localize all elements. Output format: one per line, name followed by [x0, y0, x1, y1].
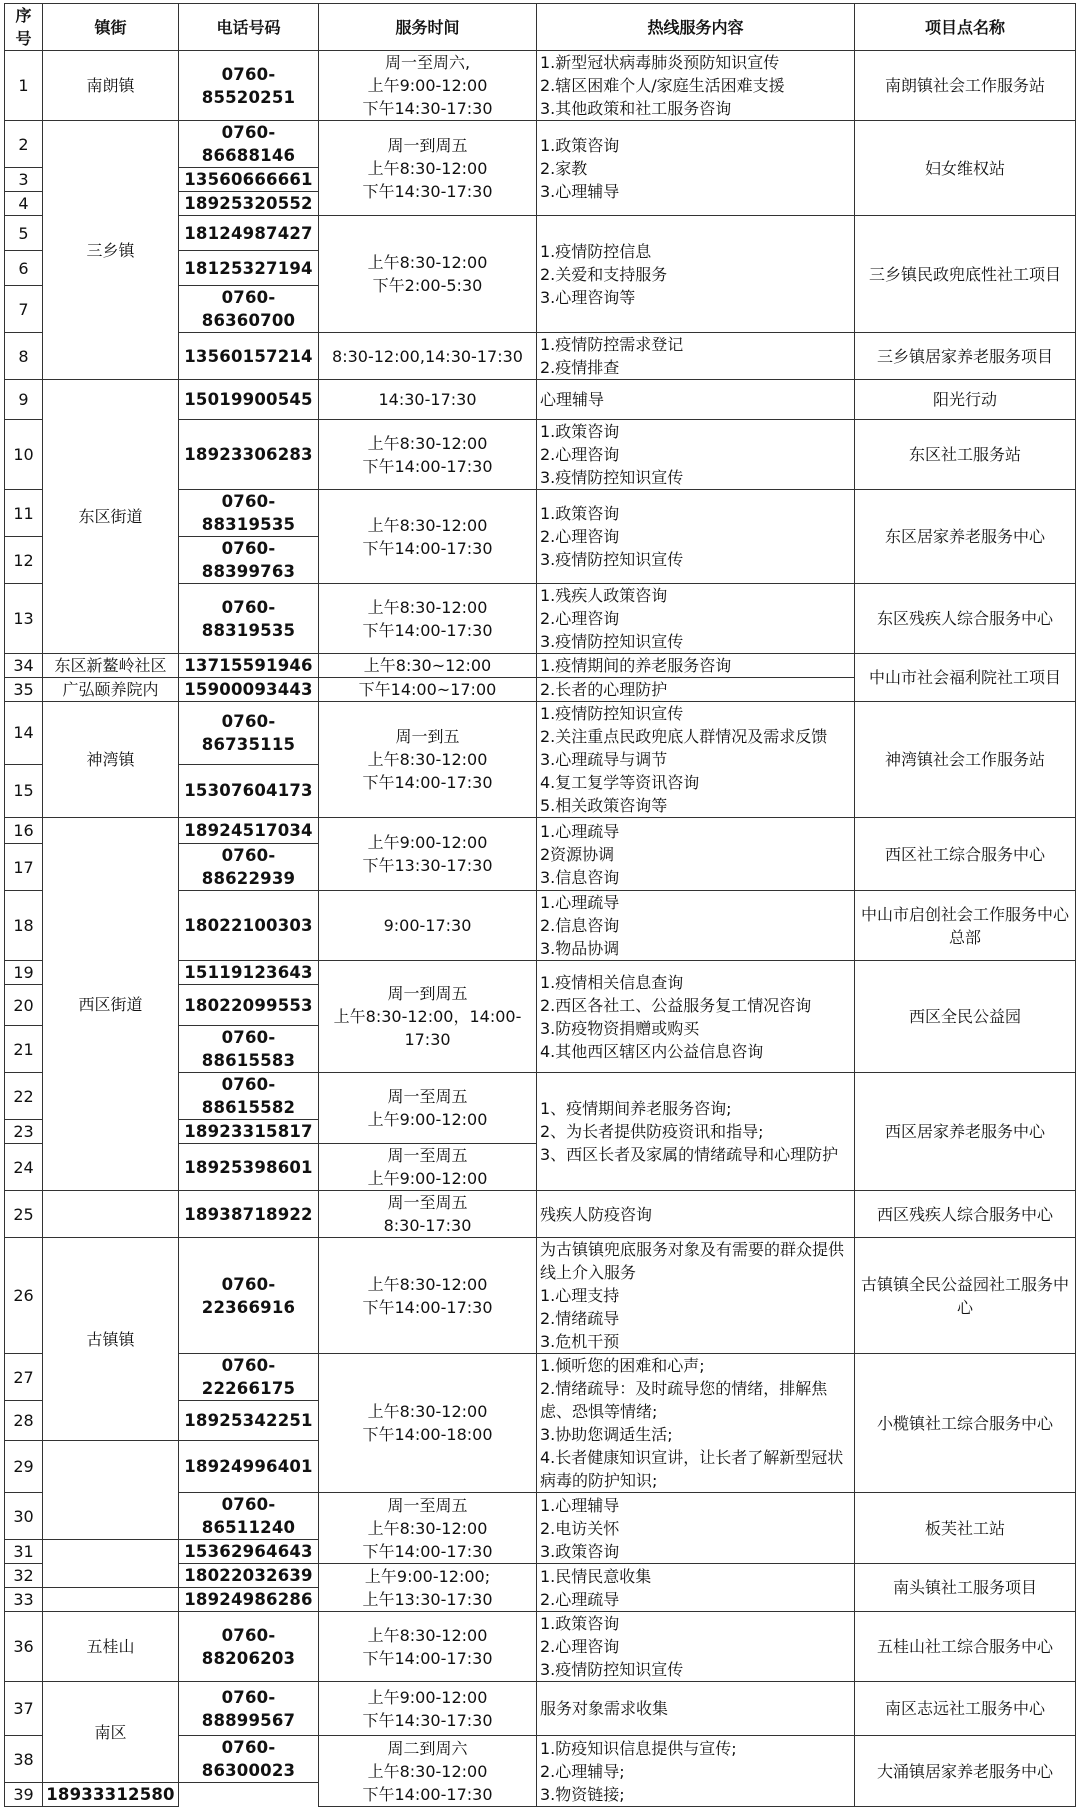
service-content-line: 3.心理咨询等	[540, 287, 636, 307]
project-name: 古镇镇全民公益园社工服务中心	[855, 1238, 1076, 1354]
service-time-line: 上午9:00-12:00;	[364, 1566, 491, 1586]
town-cell: 神湾镇	[43, 702, 179, 818]
service-content-line: 1.疫情期间的养老服务咨询	[540, 656, 732, 675]
service-time-line: 14:30-17:30	[378, 390, 477, 409]
town-cell: 南区	[43, 1682, 179, 1783]
service-time-line: 8:30-12:00,14:30-17:30	[332, 346, 523, 366]
phone-number: 0760-85520251	[179, 51, 319, 121]
service-content-line: 2.心理咨询	[540, 1637, 620, 1656]
service-time-line: 下午13:30-17:30	[362, 856, 493, 875]
service-time-line: 周一至周五	[387, 1193, 468, 1212]
project-name: 妇女维权站	[855, 121, 1076, 216]
service-content	[537, 1493, 855, 1564]
row-index: 15	[5, 764, 43, 817]
project-name: 东区社工服务站	[855, 420, 1076, 490]
service-content-line: 1.心理支持	[540, 1286, 620, 1305]
service-content	[537, 420, 855, 490]
service-content-line: 1.疫情防控需求登记	[540, 335, 684, 354]
service-content-line: 2资源协调	[540, 844, 615, 864]
table-row	[5, 121, 1076, 168]
service-content-line: 1.政策咨询	[540, 135, 620, 155]
row-index: 7	[5, 286, 43, 333]
row-index: 35	[5, 678, 43, 702]
phone-number: 18125327194	[179, 251, 319, 286]
phone-number: 15307604173	[179, 764, 319, 817]
service-time-line: 上午13:30-17:30	[362, 1589, 493, 1609]
service-time-line: 上午8:30-12:00	[367, 433, 488, 453]
service-content-line: 1.政策咨询	[540, 504, 620, 523]
phone-number: 18124987427	[179, 216, 319, 251]
town-cell	[43, 1540, 179, 1588]
service-time-line: 上午8:30-12:00	[367, 1274, 488, 1294]
phone-number: 0760-88399763	[179, 537, 319, 584]
row-index: 37	[5, 1682, 43, 1736]
row-index: 13	[5, 584, 43, 654]
service-content-line: 2.关爱和支持服务	[540, 264, 668, 284]
phone-number: 18022032639	[179, 1564, 319, 1588]
project-name: 南头镇社工服务项目	[855, 1564, 1076, 1612]
service-content-line: 2.心理辅导;	[540, 1761, 625, 1781]
service-content-line: 3.防疫物资捐赠或购买	[540, 1018, 700, 1038]
service-time	[319, 1238, 537, 1354]
row-index: 33	[5, 1588, 43, 1612]
town-cell: 东区新鳌岭社区	[43, 654, 179, 678]
town-cell: 五桂山	[43, 1612, 179, 1682]
project-name: 三乡镇居家养老服务项目	[855, 333, 1076, 380]
table-row	[5, 1612, 1076, 1682]
row-index: 31	[5, 1540, 43, 1564]
row-index: 29	[5, 1441, 43, 1493]
service-time-line: 上午8:30-12:00	[367, 750, 488, 769]
phone-number: 0760-86511240	[179, 1493, 319, 1540]
service-time	[319, 1073, 537, 1144]
service-time	[319, 490, 537, 584]
service-content-line: 1.残疾人政策咨询	[540, 586, 668, 605]
table-row	[5, 818, 1076, 844]
row-index: 34	[5, 654, 43, 678]
service-time-line: 上午8:30-12:00	[367, 1625, 488, 1645]
row-index: 39	[5, 1783, 43, 1807]
row-index: 5	[5, 216, 43, 251]
service-content-line: 3.疫情防控知识宣传	[540, 632, 684, 651]
service-time-line: 下午14:00~17:00	[358, 680, 497, 699]
service-content	[537, 1354, 855, 1493]
service-time-line: 上午8:30-12:00	[367, 1402, 488, 1421]
service-time	[319, 216, 537, 333]
header-row	[5, 4, 1076, 51]
service-time-line: 下午14:00-17:30	[362, 1648, 493, 1668]
project-name: 神湾镇社会工作服务站	[855, 702, 1076, 818]
row-index: 22	[5, 1073, 43, 1120]
phone-number: 18923306283	[179, 420, 319, 490]
service-content-line: 3.物资链接;	[540, 1784, 625, 1804]
table-body	[5, 51, 1076, 1807]
service-content	[537, 380, 855, 420]
service-content-line: 2.心理咨询	[540, 445, 620, 464]
service-time-line: 周一到周五	[387, 984, 468, 1003]
service-time-line: 周二到周六	[387, 1738, 468, 1758]
project-name: 南朗镇社会工作服务站	[855, 51, 1076, 121]
row-index: 3	[5, 168, 43, 192]
service-content-line: 4.其他西区辖区内公益信息咨询	[540, 1041, 764, 1061]
service-content-line: 3.疫情防控知识宣传	[540, 1660, 684, 1679]
phone-number: 0760-86735115	[179, 702, 319, 765]
header-town: 镇街	[43, 4, 179, 51]
service-content	[537, 1191, 855, 1238]
service-time-line: 下午14:00-17:30	[362, 1541, 493, 1561]
service-content-line: 1、疫情期间养老服务咨询;	[540, 1099, 732, 1118]
row-index: 12	[5, 537, 43, 584]
row-index: 9	[5, 380, 43, 420]
service-content	[537, 702, 855, 818]
service-content	[537, 1682, 855, 1736]
phone-number: 0760-86360700	[179, 286, 319, 333]
service-content	[537, 216, 855, 333]
service-content-line: 1.政策咨询	[540, 422, 620, 441]
phone-number: 15900093443	[179, 678, 319, 702]
phone-number: 18923315817	[179, 1120, 319, 1144]
row-index: 30	[5, 1493, 43, 1540]
table-row	[5, 51, 1076, 121]
row-index: 26	[5, 1238, 43, 1354]
project-name: 西区全民公益园	[855, 961, 1076, 1073]
project-name: 三乡镇民政兜底性社工项目	[855, 216, 1076, 333]
phone-number: 0760-86300023	[179, 1736, 319, 1783]
row-index: 2	[5, 121, 43, 168]
service-time	[319, 1493, 537, 1564]
phone-number: 18938718922	[179, 1191, 319, 1238]
service-time-line: 下午14:00-17:30	[362, 620, 493, 640]
table-row	[5, 654, 1076, 678]
row-index: 4	[5, 192, 43, 216]
service-time	[319, 333, 537, 380]
service-content-line: 2.心理疏导	[540, 1589, 620, 1609]
service-content-line: 3.疫情防控知识宣传	[540, 550, 684, 569]
service-content-line: 1.疫情防控知识宣传	[540, 704, 684, 723]
service-content	[537, 1612, 855, 1682]
phone-number: 0760-88615582	[179, 1073, 319, 1120]
row-index: 8	[5, 333, 43, 380]
service-time-line: 周一至周六,	[384, 53, 471, 72]
town-cell: 西区街道	[43, 818, 179, 1191]
service-time	[319, 1354, 537, 1493]
town-cell: 古镇镇	[43, 1238, 179, 1441]
service-time-line: 上午8:30-12:00	[367, 597, 488, 617]
phone-number: 0760-88319535	[179, 584, 319, 654]
service-time-line: 下午14:00-17:30	[362, 456, 493, 476]
service-content	[537, 333, 855, 380]
service-time	[319, 1682, 537, 1736]
service-content-line: 3.疫情防控知识宣传	[540, 468, 684, 487]
table-row	[5, 380, 1076, 420]
service-content-line: 2.信息咨询	[540, 916, 620, 935]
service-time	[319, 380, 537, 420]
row-index: 32	[5, 1564, 43, 1588]
service-time-line: 上午9:00-12:00	[367, 833, 488, 852]
service-content-line: 4.复工复学等资讯咨询	[540, 773, 700, 792]
row-index: 19	[5, 961, 43, 985]
phone-number: 0760-86688146	[179, 121, 319, 168]
town-cell: 南朗镇	[43, 51, 179, 121]
service-content-line: 2.关注重点民政兜底人群情况及需求反馈	[540, 727, 828, 746]
phone-number: 0760-88319535	[179, 490, 319, 537]
service-content	[537, 891, 855, 961]
service-content-line: 2.心理咨询	[540, 609, 620, 628]
project-name: 东区残疾人综合服务中心	[855, 584, 1076, 654]
service-content-line: 1.防疫知识信息提供与宣传;	[540, 1738, 737, 1758]
service-time	[319, 121, 537, 216]
phone-number: 13715591946	[179, 654, 319, 678]
service-time-line: 下午2:00-5:30	[372, 276, 483, 295]
service-time-line: 上午8:30-12:00	[367, 1761, 488, 1781]
row-index: 16	[5, 818, 43, 844]
project-name: 西区残疾人综合服务中心	[855, 1191, 1076, 1238]
table-row	[5, 1191, 1076, 1238]
service-time-line: 周一至周五	[387, 1495, 468, 1515]
service-time	[319, 1612, 537, 1682]
service-content-line: 2.心理咨询	[540, 527, 620, 546]
service-time-line: 下午14:00-17:30	[362, 538, 493, 558]
phone-number: 15019900545	[179, 380, 319, 420]
service-content	[537, 1073, 855, 1191]
phone-number: 18022099553	[179, 985, 319, 1026]
service-content-line: 2、为长者提供防疫资讯和指导;	[540, 1122, 764, 1141]
row-index: 20	[5, 985, 43, 1026]
row-index: 1	[5, 51, 43, 121]
phone-number: 18925320552	[179, 192, 319, 216]
service-content-line: 1.民情民意收集	[540, 1566, 652, 1586]
service-time-line: 周一至周五	[387, 1087, 468, 1106]
service-content	[537, 1736, 855, 1807]
phone-number: 0760-88622939	[179, 844, 319, 891]
service-time-line: 下午14:00-17:30	[362, 773, 493, 792]
town-cell: 广弘颐养院内	[43, 678, 179, 702]
phone-number: 13560157214	[179, 333, 319, 380]
row-index: 18	[5, 891, 43, 961]
service-content-line: 5.相关政策咨询等	[540, 796, 668, 815]
service-content	[537, 1564, 855, 1612]
service-content-line: 1.倾听您的困难和心声;	[540, 1356, 705, 1375]
service-content-line: 为古镇镇兜底服务对象及有需要的群众提供线上介入服务	[540, 1240, 845, 1282]
service-content-line: 2.疫情排查	[540, 358, 620, 377]
project-name: 板芙社工站	[855, 1493, 1076, 1564]
row-index: 6	[5, 251, 43, 286]
service-content-line: 1.新型冠状病毒肺炎预防知识宣传	[540, 53, 780, 72]
service-time-line: 上午8:30-12:00	[367, 515, 488, 535]
service-time-line: 上午9:00-12:00	[367, 1169, 488, 1188]
row-index: 21	[5, 1026, 43, 1073]
service-time	[319, 961, 537, 1073]
service-time-line: 上午9:00-12:00	[367, 1110, 488, 1129]
service-content-line: 3.心理辅导	[540, 181, 620, 201]
service-content-line: 1.心理疏导	[540, 821, 620, 841]
service-time	[319, 678, 537, 702]
service-content	[537, 654, 855, 678]
service-time-line: 上午8:30-12:00，14:00-17:30	[333, 1007, 522, 1049]
phone-number: 18924996401	[179, 1441, 319, 1493]
service-content-line: 1.疫情相关信息查询	[540, 972, 684, 992]
service-time-line: 上午8:30-12:00	[367, 158, 488, 178]
town-cell	[43, 1588, 179, 1612]
service-content-line: 2.电访关怀	[540, 1518, 620, 1538]
header-project-name: 项目点名称	[855, 4, 1076, 51]
service-content-line: 1.疫情防控信息	[540, 241, 652, 261]
phone-number: 15119123643	[179, 961, 319, 985]
service-content-line: 3、西区长者及家属的情绪疏导和心理防护	[540, 1145, 839, 1164]
service-content	[537, 490, 855, 584]
project-name: 阳光行动	[855, 380, 1076, 420]
project-name: 大涌镇居家养老服务中心	[855, 1736, 1076, 1807]
phone-number: 15362964643	[179, 1540, 319, 1564]
service-content-line: 2.西区各社工、公益服务复工情况咨询	[540, 995, 812, 1015]
service-time	[319, 818, 537, 891]
project-name: 中山市社会福利院社工项目	[855, 654, 1076, 702]
row-index: 36	[5, 1612, 43, 1682]
service-time-line: 下午14:30-17:30	[362, 99, 493, 118]
town-cell: 三乡镇	[43, 121, 179, 380]
service-time	[319, 51, 537, 121]
phone-number: 0760-22366916	[179, 1238, 319, 1354]
project-name: 西区社工综合服务中心	[855, 818, 1076, 891]
header-index: 序号	[5, 4, 43, 51]
service-time	[319, 1144, 537, 1191]
service-content-line: 1.心理疏导	[540, 893, 620, 912]
service-time	[319, 891, 537, 961]
project-name: 中山市启创社会工作服务中心总部	[855, 891, 1076, 961]
service-time	[319, 1736, 537, 1807]
service-content	[537, 121, 855, 216]
service-time	[319, 420, 537, 490]
row-index: 27	[5, 1354, 43, 1401]
service-content-line: 3.心理疏导与调节	[540, 750, 668, 769]
service-time-line: 下午14:00-17:30	[362, 1784, 493, 1804]
table-row	[5, 1238, 1076, 1354]
service-time	[319, 584, 537, 654]
service-content-line: 3.危机干预	[540, 1332, 620, 1351]
phone-number: 0760-88206203	[179, 1612, 319, 1682]
header-service-time: 服务时间	[319, 4, 537, 51]
town-cell: 东区街道	[43, 380, 179, 654]
service-time-line: 周一到周五	[387, 135, 468, 155]
header-service-content: 热线服务内容	[537, 4, 855, 51]
service-content-line: 2.情绪疏导	[540, 1309, 620, 1328]
phone-number: 18022100303	[179, 891, 319, 961]
row-index: 28	[5, 1401, 43, 1441]
service-time-line: 上午8:30-12:00	[367, 253, 488, 272]
service-content	[537, 1238, 855, 1354]
service-content-line: 3.政策咨询	[540, 1541, 620, 1561]
project-name: 西区居家养老服务中心	[855, 1073, 1076, 1191]
service-time-line: 下午14:30-17:30	[362, 181, 493, 201]
phone-number: 13560666661	[179, 168, 319, 192]
row-index: 10	[5, 420, 43, 490]
project-name: 东区居家养老服务中心	[855, 490, 1076, 584]
service-content-line: 1.政策咨询	[540, 1614, 620, 1633]
service-time-line: 下午14:00-18:00	[362, 1425, 493, 1444]
service-time	[319, 702, 537, 818]
service-content-line: 4.长者健康知识宣讲，让长者了解新型冠状病毒的防护知识;	[540, 1448, 844, 1490]
service-content-line: 2.情绪疏导：及时疏导您的情绪，排解焦虑、恐惧等情绪;	[540, 1379, 828, 1421]
row-index: 23	[5, 1120, 43, 1144]
service-time-line: 8:30-17:30	[383, 1216, 472, 1235]
service-time-line: 周一到五	[395, 727, 460, 746]
header-phone: 电话号码	[179, 4, 319, 51]
service-time	[319, 1564, 537, 1612]
service-content-line: 服务对象需求收集	[540, 1699, 669, 1718]
service-time	[319, 654, 537, 678]
project-name: 小榄镇社工综合服务中心	[855, 1354, 1076, 1493]
service-content-line: 3.协助您调适生活;	[540, 1425, 673, 1444]
town-cell	[43, 1191, 179, 1238]
service-time-line: 下午14:30-17:30	[362, 1710, 493, 1730]
service-content	[537, 584, 855, 654]
service-time	[319, 1191, 537, 1238]
service-time-line: 上午8:30~12:00	[363, 656, 492, 675]
service-content	[537, 961, 855, 1073]
service-content	[537, 678, 855, 702]
service-time-line: 上午9:00-12:00	[367, 1687, 488, 1707]
row-index: 14	[5, 702, 43, 765]
row-index: 17	[5, 844, 43, 891]
service-content	[537, 818, 855, 891]
table-row	[5, 702, 1076, 765]
service-content-line: 2.长者的心理防护	[540, 680, 668, 699]
service-content-line: 1.心理辅导	[540, 1495, 620, 1515]
project-name: 五桂山社工综合服务中心	[855, 1612, 1076, 1682]
service-content-line: 3.其他政策和社工服务咨询	[540, 99, 732, 118]
service-time-line: 上午9:00-12:00	[367, 76, 488, 95]
service-time-line: 下午14:00-17:30	[362, 1297, 493, 1317]
row-index: 38	[5, 1736, 43, 1783]
phone-number: 0760-88899567	[179, 1682, 319, 1736]
phone-number: 0760-22266175	[179, 1354, 319, 1401]
town-cell	[43, 1441, 179, 1540]
service-content	[537, 51, 855, 121]
service-time-line: 周一至周五	[387, 1146, 468, 1165]
row-index: 11	[5, 490, 43, 537]
service-content-line: 3.物品协调	[540, 939, 620, 958]
hotline-table	[4, 3, 1076, 1807]
service-content-line: 2.辖区困难个人/家庭生活困难支援	[540, 76, 785, 95]
project-name: 南区志远社工服务中心	[855, 1682, 1076, 1736]
service-time-line: 9:00-17:30	[383, 916, 472, 935]
phone-number: 18924986286	[179, 1588, 319, 1612]
service-time-line: 上午8:30-12:00	[367, 1518, 488, 1538]
phone-number: 18924517034	[179, 818, 319, 844]
phone-number: 18933312580	[43, 1783, 179, 1807]
table-row	[5, 1682, 1076, 1736]
service-content-line: 心理辅导	[540, 390, 605, 409]
service-content-line: 2.家教	[540, 158, 588, 178]
phone-number: 18925342251	[179, 1401, 319, 1441]
row-index: 24	[5, 1144, 43, 1191]
phone-number: 0760-88615583	[179, 1026, 319, 1073]
service-content-line: 3.信息咨询	[540, 867, 620, 887]
phone-number: 18925398601	[179, 1144, 319, 1191]
row-index: 25	[5, 1191, 43, 1238]
service-content-line: 残疾人防疫咨询	[540, 1204, 653, 1224]
